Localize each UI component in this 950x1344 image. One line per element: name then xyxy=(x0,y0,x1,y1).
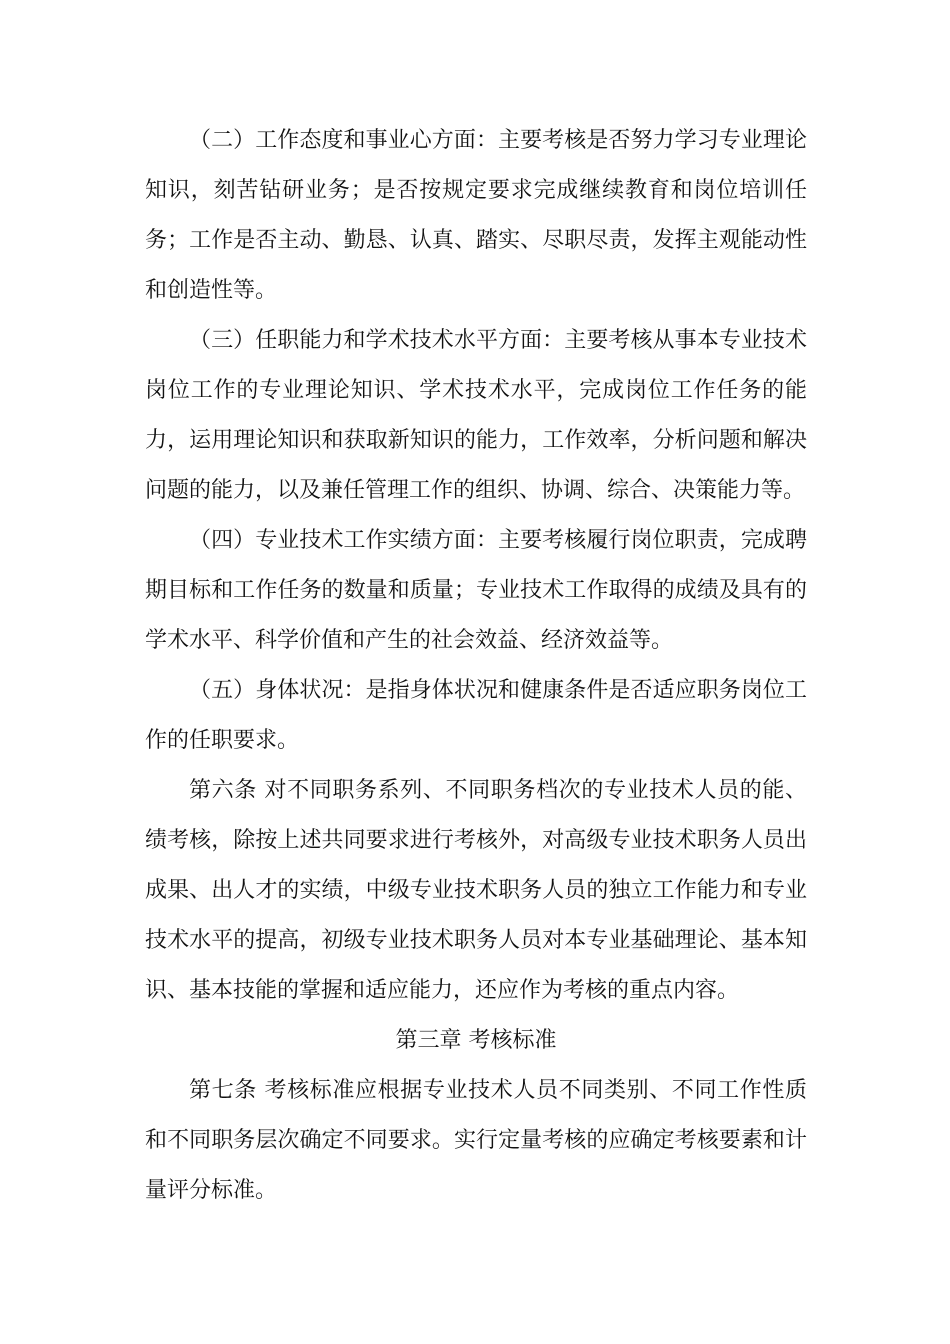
paragraph-performance: （四）专业技术工作实绩方面：主要考核履行岗位职责，完成聘期目标和工作任务的数量和质量；专业技术工作取得的成绩及具有的学术水平、科学价值和产生的社会效益、经济效益等。 xyxy=(145,528,807,653)
paragraph-article-7: 第七条 考核标准应根据专业技术人员不同类别、不同工作性质和不同职务层次确定不同要求。实行定量考核的应确定考核要素和计量评分标准。 xyxy=(145,1078,807,1203)
paragraph-health: （五）身体状况：是指身体状况和健康条件是否适应职务岗位工作的任职要求。 xyxy=(145,678,807,753)
chapter-heading: 第三章 考核标准 xyxy=(395,1028,557,1053)
paragraph-article-6: 第六条 对不同职务系列、不同职务档次的专业技术人员的能、绩考核，除按上述共同要求进行考核外，对高级专业技术职务人员出成果、出人才的实绩，中级专业技术职务人员的独立工作能力和专业技术水平的提高，初级专业技术职务人员对本专业基础理论、基本知识、基本技能的掌握和适应能力，还应作为考核的重点内容。 xyxy=(145,778,807,1003)
paragraph-competence: （三）任职能力和学术技术水平方面：主要考核从事本专业技术岗位工作的专业理论知识、学术技术水平，完成岗位工作任务的能力，运用理论知识和获取新知识的能力，工作效率，分析问题和解决问题的能力，以及兼任管理工作的组织、协调、综合、决策能力等。 xyxy=(145,328,807,503)
document-body xyxy=(145,116,807,1216)
paragraph-work-attitude: （二）工作态度和事业心方面：主要考核是否努力学习专业理论知识，刻苦钻研业务；是否按规定要求完成继续教育和岗位培训任务；工作是否主动、勤恳、认真、踏实、尽职尽责，发挥主观能动性和创造性等。 xyxy=(145,128,807,303)
